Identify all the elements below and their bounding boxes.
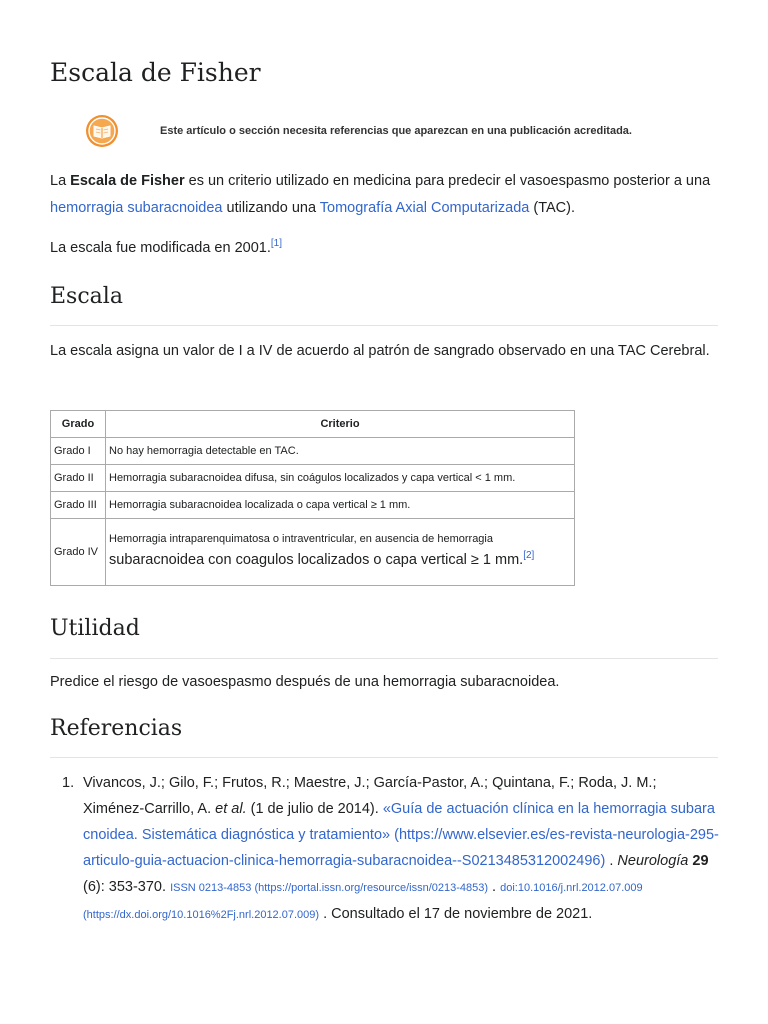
reference-volume: 29: [692, 853, 709, 869]
notice-text: Este artículo o sección necesita referencias que aparezcan en una publicación acreditada.: [160, 125, 632, 137]
escala-text: La escala asigna un valor de I a IV de acuerdo al patrón de sangrado observado en una TAC Cerebral.: [50, 343, 710, 359]
table-cell-grade: Grado III: [51, 492, 106, 519]
intro-text: La: [50, 173, 71, 189]
table-cell-criterion: Hemorragia subaracnoidea localizada o capa vertical ≥ 1 mm.: [106, 492, 575, 519]
page-title: Escala de Fisher: [50, 58, 261, 87]
book-icon: [85, 114, 119, 148]
divider: [50, 325, 718, 326]
intro-paragraph: [50, 168, 718, 222]
section-heading-escala: Escala: [50, 284, 123, 309]
reference-etal: et al.: [215, 801, 247, 817]
ref-link-2[interactable]: [2]: [523, 549, 535, 561]
table-cell-grade: Grado I: [51, 438, 106, 465]
divider: [50, 757, 718, 758]
link-hemorragia-subaracnoidea[interactable]: hemorragia subaracnoidea: [50, 200, 223, 216]
intro-text: utilizando una: [222, 200, 320, 216]
reference-separator: .: [605, 853, 618, 869]
table-row: [51, 519, 575, 586]
criterion-line: subaracnoidea con coagulos localizados o capa vertical ≥ 1 mm.: [109, 551, 524, 568]
reference-title-link[interactable]: «Guía de actuación clínica en la hemorragia subaracnoidea. Sistemática diagnóstica y tratamiento» (https://www.elsevier.es/es-revista-neurologia-295-articulo-guia-actuacion-clinica-hemorragia-subaracnoidea--S0213485312002496): [83, 801, 719, 869]
reference-date: (1 de julio de 2014).: [246, 801, 383, 817]
reference-consulted: . Consultado el 17 de noviembre de 2021.: [319, 906, 593, 922]
utilidad-text: Predice el riesgo de vasoespasmo después de una hemorragia subaracnoidea.: [50, 674, 560, 690]
table-row: [51, 492, 575, 519]
reference-journal: Neurología: [617, 853, 689, 869]
ref-link-1[interactable]: [1]: [270, 238, 283, 250]
criterion-line: Hemorragia intraparenquimatosa o intraventricular, en ausencia de hemorragia: [109, 532, 493, 545]
reference-number: 1.: [62, 775, 75, 791]
reference-body: [83, 770, 719, 928]
table-header-criterio: Criterio: [106, 411, 575, 438]
reference-separator: .: [488, 879, 501, 895]
table-header-grado: Grado: [51, 411, 106, 438]
table-cell-criterion: No hay hemorragia detectable en TAC.: [106, 438, 575, 465]
intro-bold: Escala de Fisher: [70, 173, 185, 189]
table-cell-criterion: [106, 519, 575, 586]
divider: [50, 658, 718, 659]
modified-text: La escala fue modificada en 2001.: [50, 240, 271, 256]
table-cell-grade: Grado II: [51, 465, 106, 492]
section-heading-utilidad: Utilidad: [50, 616, 140, 641]
table-cell-criterion: Hemorragia subaracnoidea difusa, sin coágulos localizados y capa vertical < 1 mm.: [106, 465, 575, 492]
table-cell-grade: Grado IV: [51, 519, 106, 586]
intro-text: es un criterio utilizado en medicina para predecir el vasoespasmo posterior a una: [184, 173, 711, 189]
link-tomografia[interactable]: Tomografía Axial Computarizada: [319, 200, 530, 216]
section-heading-referencias: Referencias: [50, 716, 183, 741]
fisher-table: [50, 410, 575, 586]
reference-doi-link[interactable]: doi:10.1016/j.nrl.2012.07.009 (https://dx.doi.org/10.1016%2Fj.nrl.2012.07.009): [83, 882, 643, 921]
references-notice: [50, 114, 718, 150]
reference-authors: Vivancos, J.; Gilo, F.; Frutos, R.; Maestre, J.; García-Pastor, A.; Quintana, F.; Roda, J. M.; Ximénez-Carrillo, A.: [83, 775, 657, 817]
modified-paragraph: [50, 235, 718, 262]
reference-pages: (6): 353-370.: [83, 879, 171, 895]
reference-issn-link[interactable]: ISSN 0213-4853 (https://portal.issn.org/resource/issn/0213-4853): [170, 882, 489, 894]
intro-text: (TAC).: [529, 200, 575, 216]
table-row: [51, 438, 575, 465]
table-row: [51, 465, 575, 492]
